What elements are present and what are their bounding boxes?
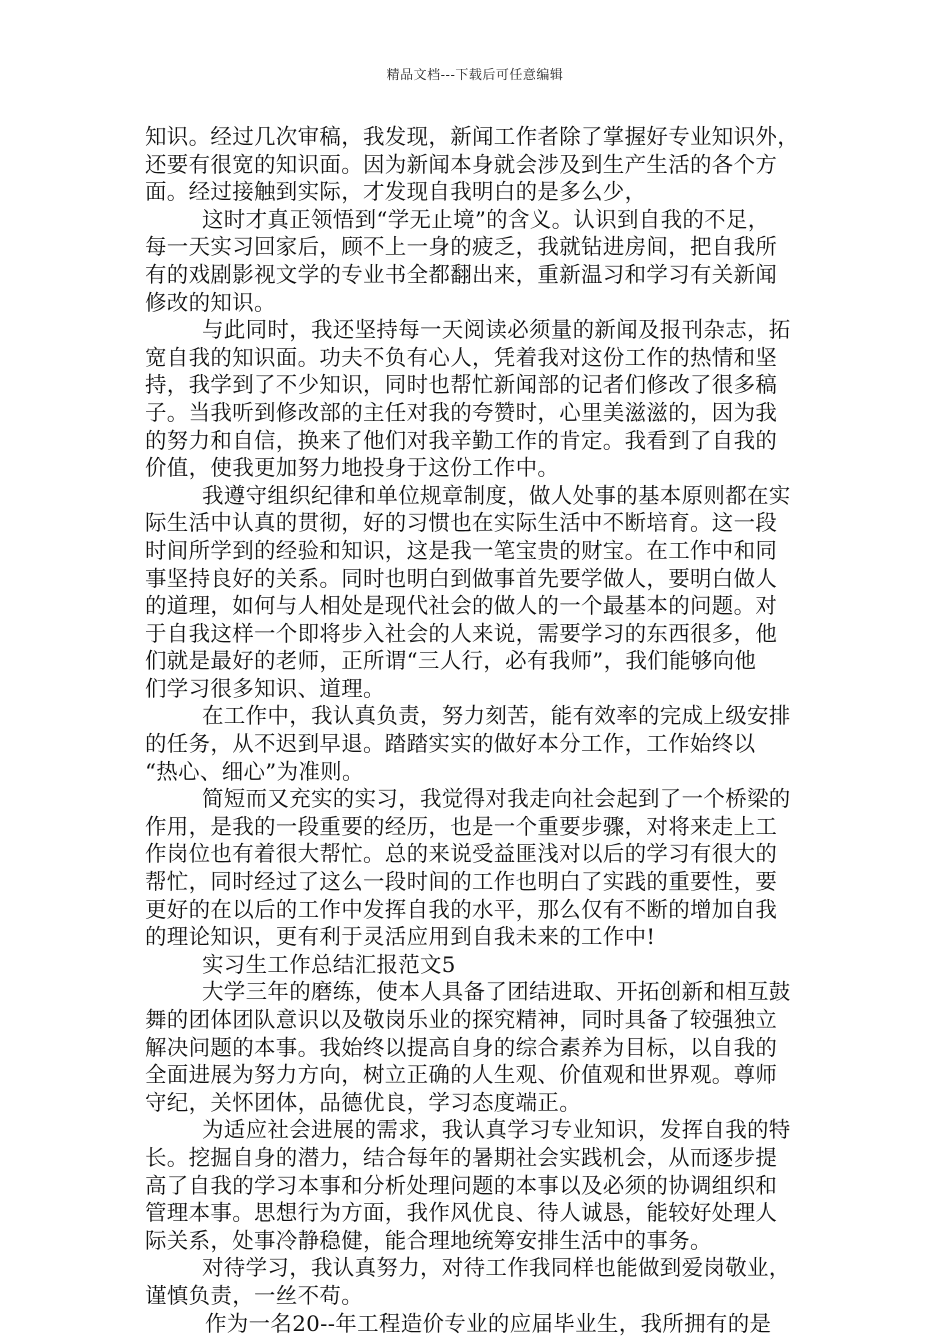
text-line: 于自我这样一个即将步入社会的人来说，需要学习的东西很多，他 <box>145 621 778 647</box>
text-line: 谨慎负责，一丝不苟。 <box>145 1283 364 1309</box>
paragraph-start-line: 与此同时，我还坚持每一天阅读必须量的新闻及报刊杂志，拓 <box>202 318 791 344</box>
text-line: 帮忙，同时经过了这么一段时间的工作也明白了实践的重要性，要 <box>145 870 778 896</box>
text-line: 面。经过接触到实际，才发现自我明白的是多么少， <box>145 180 647 206</box>
text-line: “热心、细心”为准则。 <box>145 759 364 785</box>
text-line: 高了自我的学习本事和分析处理问题的本事以及必须的协调组织和 <box>145 1173 778 1199</box>
paragraph-start-line: 对待学习，我认真努力，对待工作我同样也能做到爱岗敬业， <box>202 1256 791 1282</box>
text-line: 更好的在以后的工作中发挥自我的水平，那么仅有不断的增加自我 <box>145 897 778 923</box>
text-line: 还要有很宽的知识面。因为新闻本身就会涉及到生产生活的各个方 <box>145 152 778 178</box>
text-line: 有的戏剧影视文学的专业书全都翻出来，重新温习和学习有关新闻 <box>145 262 778 288</box>
text-line: 全面进展为努力方向，树立正确的人生观、价值观和世界观。尊师 <box>145 1063 778 1089</box>
text-line: 的任务，从不迟到早退。踏踏实实的做好本分工作，工作始终以 <box>145 732 756 758</box>
document-body <box>145 124 811 1338</box>
text-line: 价值，使我更加努力地投身于这份工作中。 <box>145 456 560 482</box>
text-line: 守纪，关怀团体，品德优良，学习态度端正。 <box>145 1090 582 1116</box>
text-line: 们学习很多知识、道理。 <box>145 676 385 702</box>
text-line: 们就是最好的老师，正所谓“三人行，必有我师”，我们能够向他 <box>145 649 757 675</box>
section-title: 实习生工作总结汇报范文5 <box>202 952 456 978</box>
text-line: 时间所学到的经验和知识，这是我一笔宝贵的财宝。在工作中和同 <box>145 538 778 564</box>
text-line: 修改的知识。 <box>145 290 276 316</box>
paragraph-start-line: 简短而又充实的实习，我觉得对我走向社会起到了一个桥梁的 <box>202 787 791 813</box>
text-line: 际生活中认真的贯彻，好的习惯也在实际生活中不断培育。这一段 <box>145 511 778 537</box>
paragraph-start-line: 我遵守组织纪律和单位规章制度，做人处事的基本原则都在实 <box>202 483 791 509</box>
paragraph-start-line: 作为一名20--年工程造价专业的应届毕业生，我所拥有的是 <box>205 1311 772 1337</box>
text-line: 管理本事。思想行为方面，我作风优良、待人诚恳，能较好处理人 <box>145 1201 778 1227</box>
text-line: 作岗位也有着很大帮忙。总的来说受益匪浅对以后的学习有很大的 <box>145 842 778 868</box>
text-line: 舞的团体团队意识以及敬岗乐业的探究精神，同时具备了较强独立 <box>145 1008 778 1033</box>
paragraph-start-line: 在工作中，我认真负责，努力刻苦，能有效率的完成上级安排 <box>202 704 791 730</box>
text-line: 作用，是我的一段重要的经历，也是一个重要步骤，对将来走上工 <box>145 814 778 840</box>
text-line: 子。当我听到修改部的主任对我的夸赞时，心里美滋滋的，因为我 <box>145 400 778 426</box>
text-line: 的努力和自信，换来了他们对我辛勤工作的肯定。我看到了自我的 <box>145 428 778 454</box>
text-line: 事坚持良好的关系。同时也明白到做事首先要学做人，要明白做人 <box>145 566 778 592</box>
page-header: 精品文档---下载后可任意编辑 <box>386 68 564 83</box>
paragraph-start-line: 这时才真正领悟到“学无止境”的含义。认识到自我的不足， <box>202 207 770 233</box>
paragraph-start-line: 大学三年的磨练，使本人具备了团结进取、开拓创新和相互鼓 <box>202 980 791 1006</box>
paragraph-start-line: 为适应社会进展的需求，我认真学习专业知识，发挥自我的特 <box>202 1118 791 1144</box>
text-line: 的理论知识，更有利于灵活应用到自我未来的工作中! <box>145 925 656 951</box>
text-line: 持，我学到了不少知识，同时也帮忙新闻部的记者们修改了很多稿 <box>145 373 778 399</box>
text-line: 每一天实习回家后，顾不上一身的疲乏，我就钻进房间，把自我所 <box>145 235 778 261</box>
text-line: 解决问题的本事。我始终以提高自身的综合素养为目标，以自我的 <box>145 1035 778 1061</box>
text-line: 际关系，处事冷静稳健，能合理地统筹安排生活中的事务。 <box>145 1228 712 1254</box>
text-line: 宽自我的知识面。功夫不负有心人，凭着我对这份工作的热情和坚 <box>145 345 778 371</box>
text-line: 长。挖掘自身的潜力，结合每年的暑期社会实践机会，从而逐步提 <box>145 1145 778 1171</box>
text-line: 的道理，如何与人相处是现代社会的做人的一个最基本的问题。对 <box>145 594 778 620</box>
text-line: 知识。经过几次审稿，我发现，新闻工作者除了掌握好专业知识外， <box>145 125 800 150</box>
